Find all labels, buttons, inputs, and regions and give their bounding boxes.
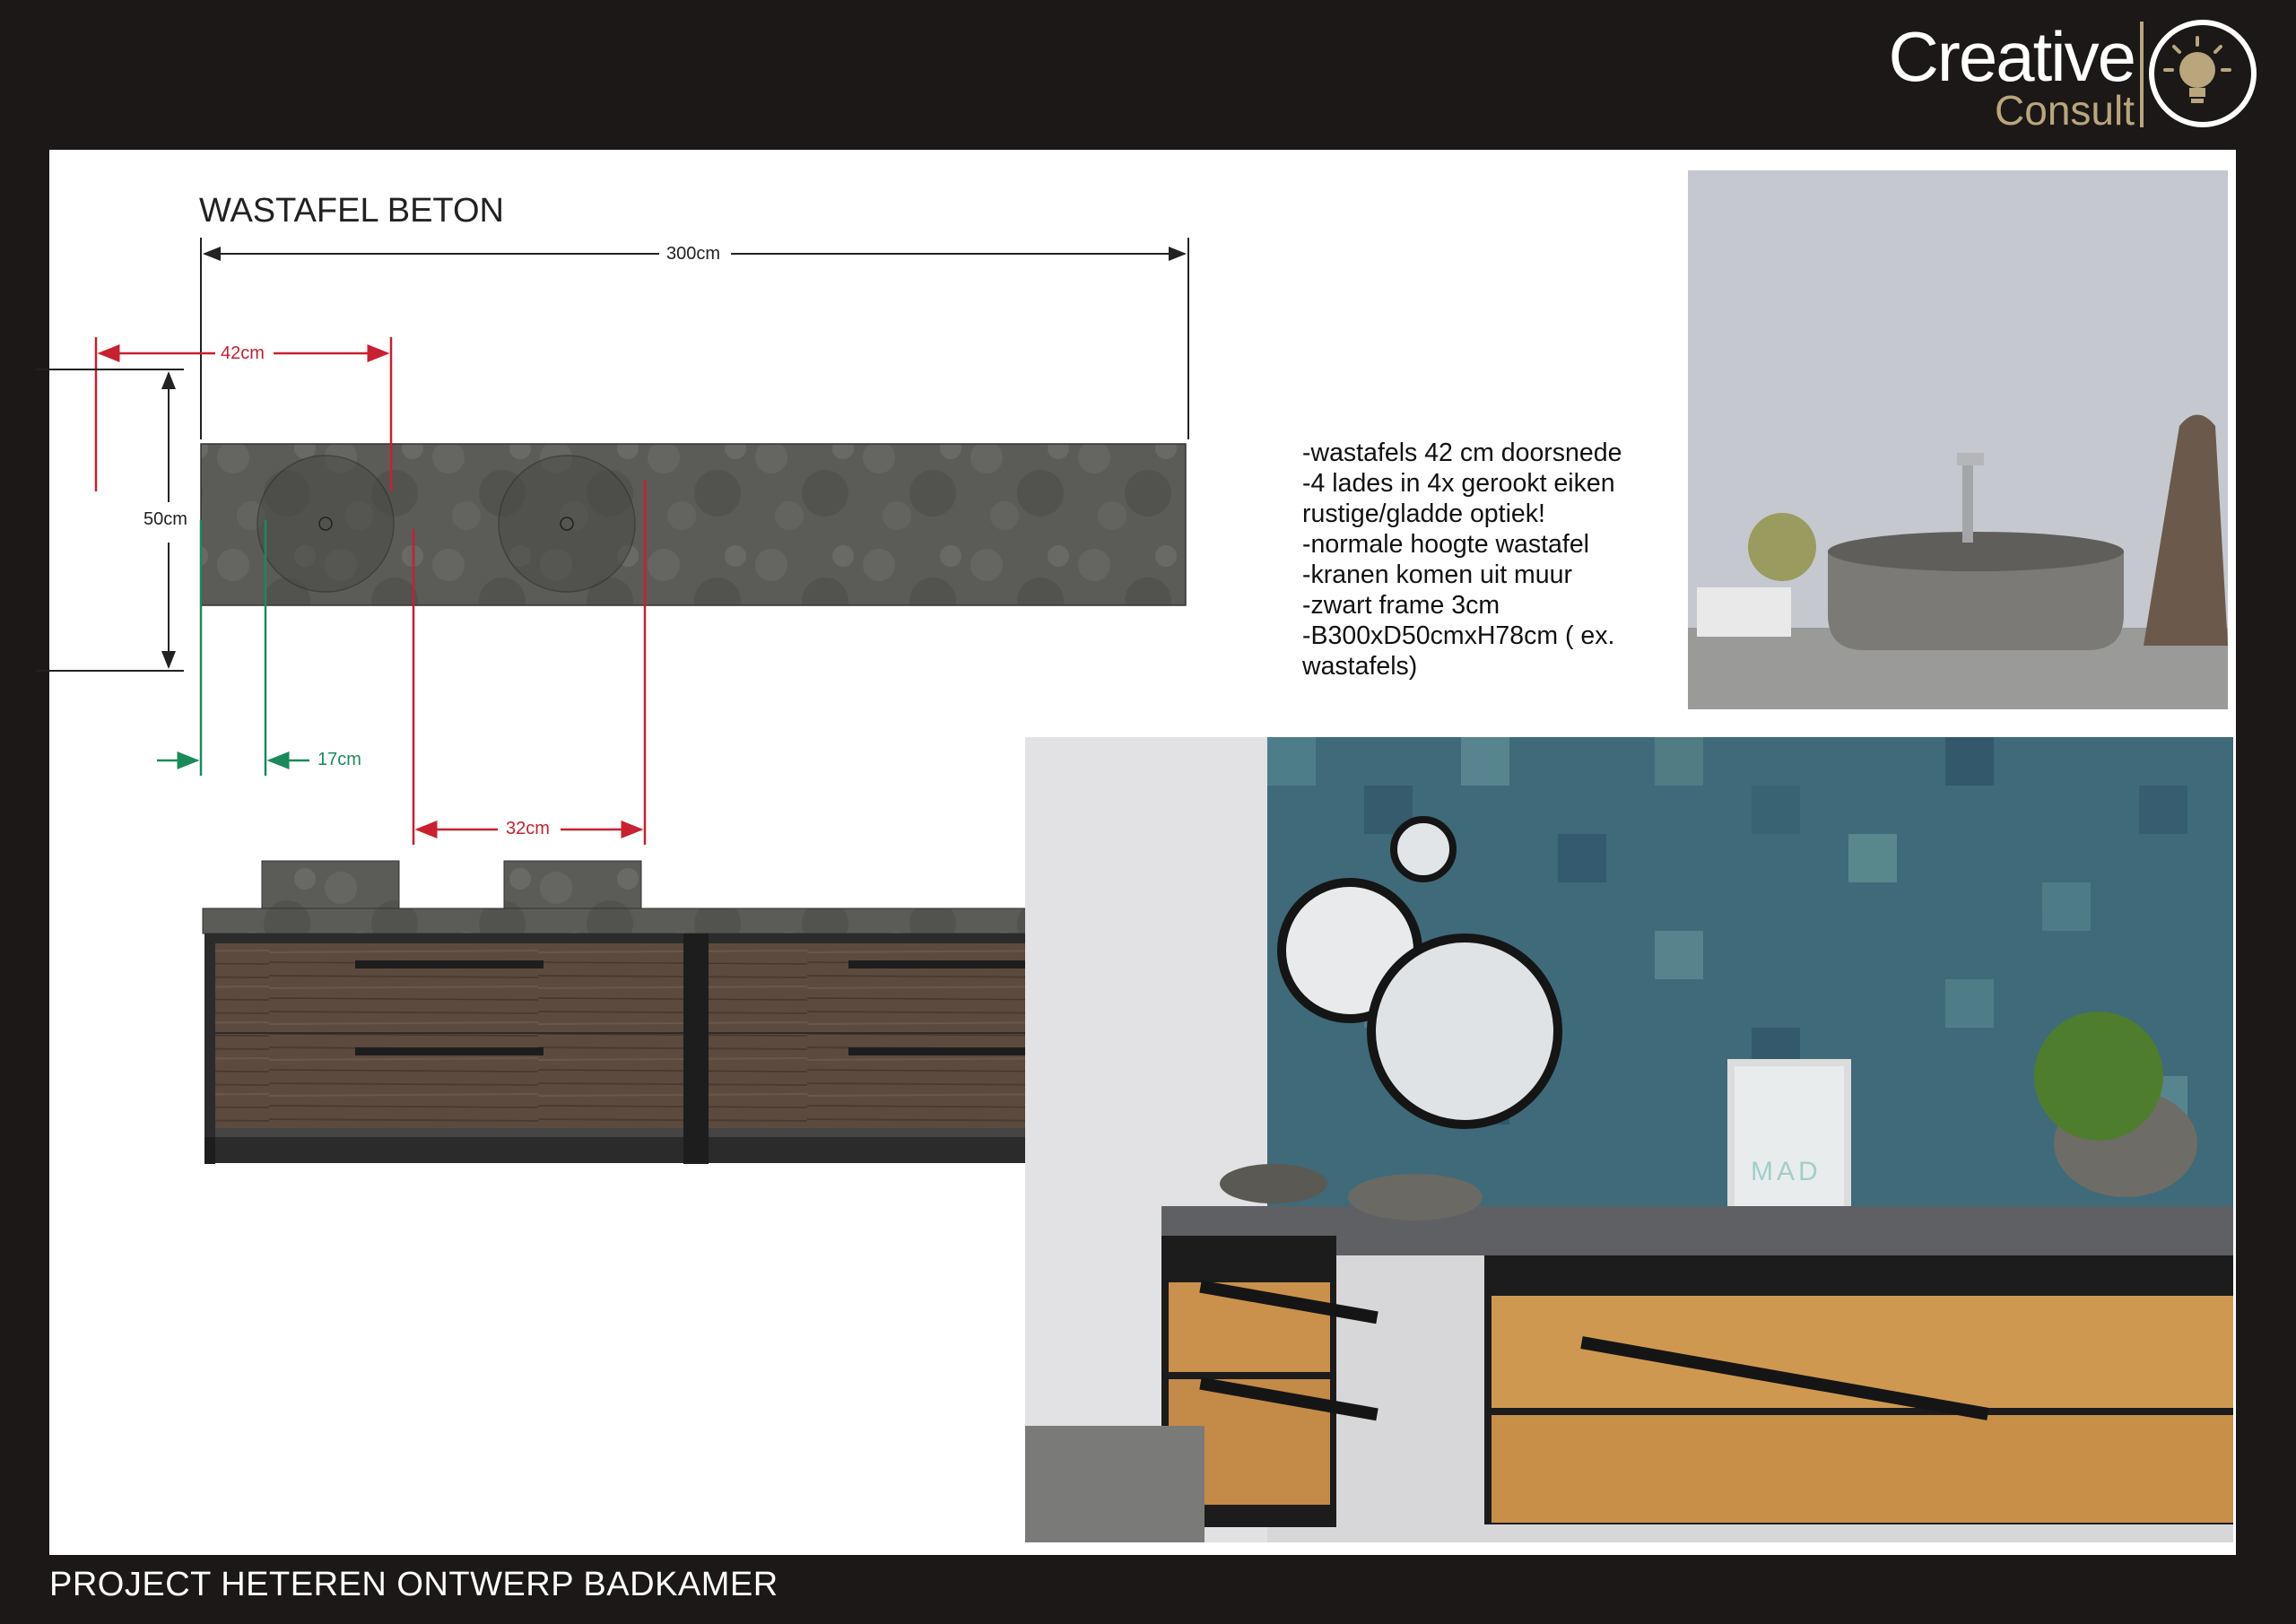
basin-right-top	[499, 456, 635, 592]
footer-title: PROJECT HETEREN ONTWERP BADKAMER	[49, 1566, 778, 1603]
frame-leg	[683, 934, 709, 1164]
frame-leg	[204, 1137, 215, 1164]
spec-line: wastafels)	[1302, 652, 1418, 681]
concrete-basin-photo	[1688, 170, 2228, 709]
basin-left-front	[262, 861, 399, 908]
spec-line: -zwart frame 3cm	[1302, 591, 1500, 620]
basin-left-top	[257, 456, 394, 592]
drawer-1	[215, 943, 683, 1032]
dim-label-basin-width: 42cm	[221, 343, 265, 363]
spec-line: -B300xD50cmxH78cm ( ex.	[1302, 621, 1615, 650]
drawer-handle	[355, 960, 544, 968]
logo-word-consult: Consult	[1995, 87, 2135, 134]
dim-label-depth: 50cm	[144, 509, 187, 529]
spec-line: -normale hoogte wastafel	[1302, 530, 1590, 559]
spec-line: -wastafels 42 cm doorsnede	[1302, 439, 1622, 467]
dimension-300cm	[201, 238, 1188, 439]
bathroom-vanity-photo	[1025, 737, 2233, 1542]
spec-line: -kranen komen uit muur	[1302, 560, 1572, 589]
top-view	[201, 444, 1186, 605]
dim-label-total-width: 300cm	[666, 244, 721, 264]
dim-label-basin-gap: 32cm	[506, 819, 550, 838]
drawer-handle	[848, 960, 1037, 968]
dim-label-edge-offset: 17cm	[317, 750, 361, 769]
spec-line: rustige/gladde optiek!	[1302, 499, 1545, 528]
drawer-handle	[355, 1047, 544, 1055]
poster-text: MAD	[1751, 1157, 1822, 1186]
basin-right-front	[504, 861, 641, 908]
spec-line: -4 lades in 4x gerookt eiken	[1302, 469, 1615, 498]
logo-word-creative: Creative	[1888, 17, 2135, 96]
drawer-handle	[848, 1047, 1037, 1055]
specification-list	[1302, 438, 1679, 682]
drawing-title: WASTAFEL BETON	[199, 192, 504, 230]
